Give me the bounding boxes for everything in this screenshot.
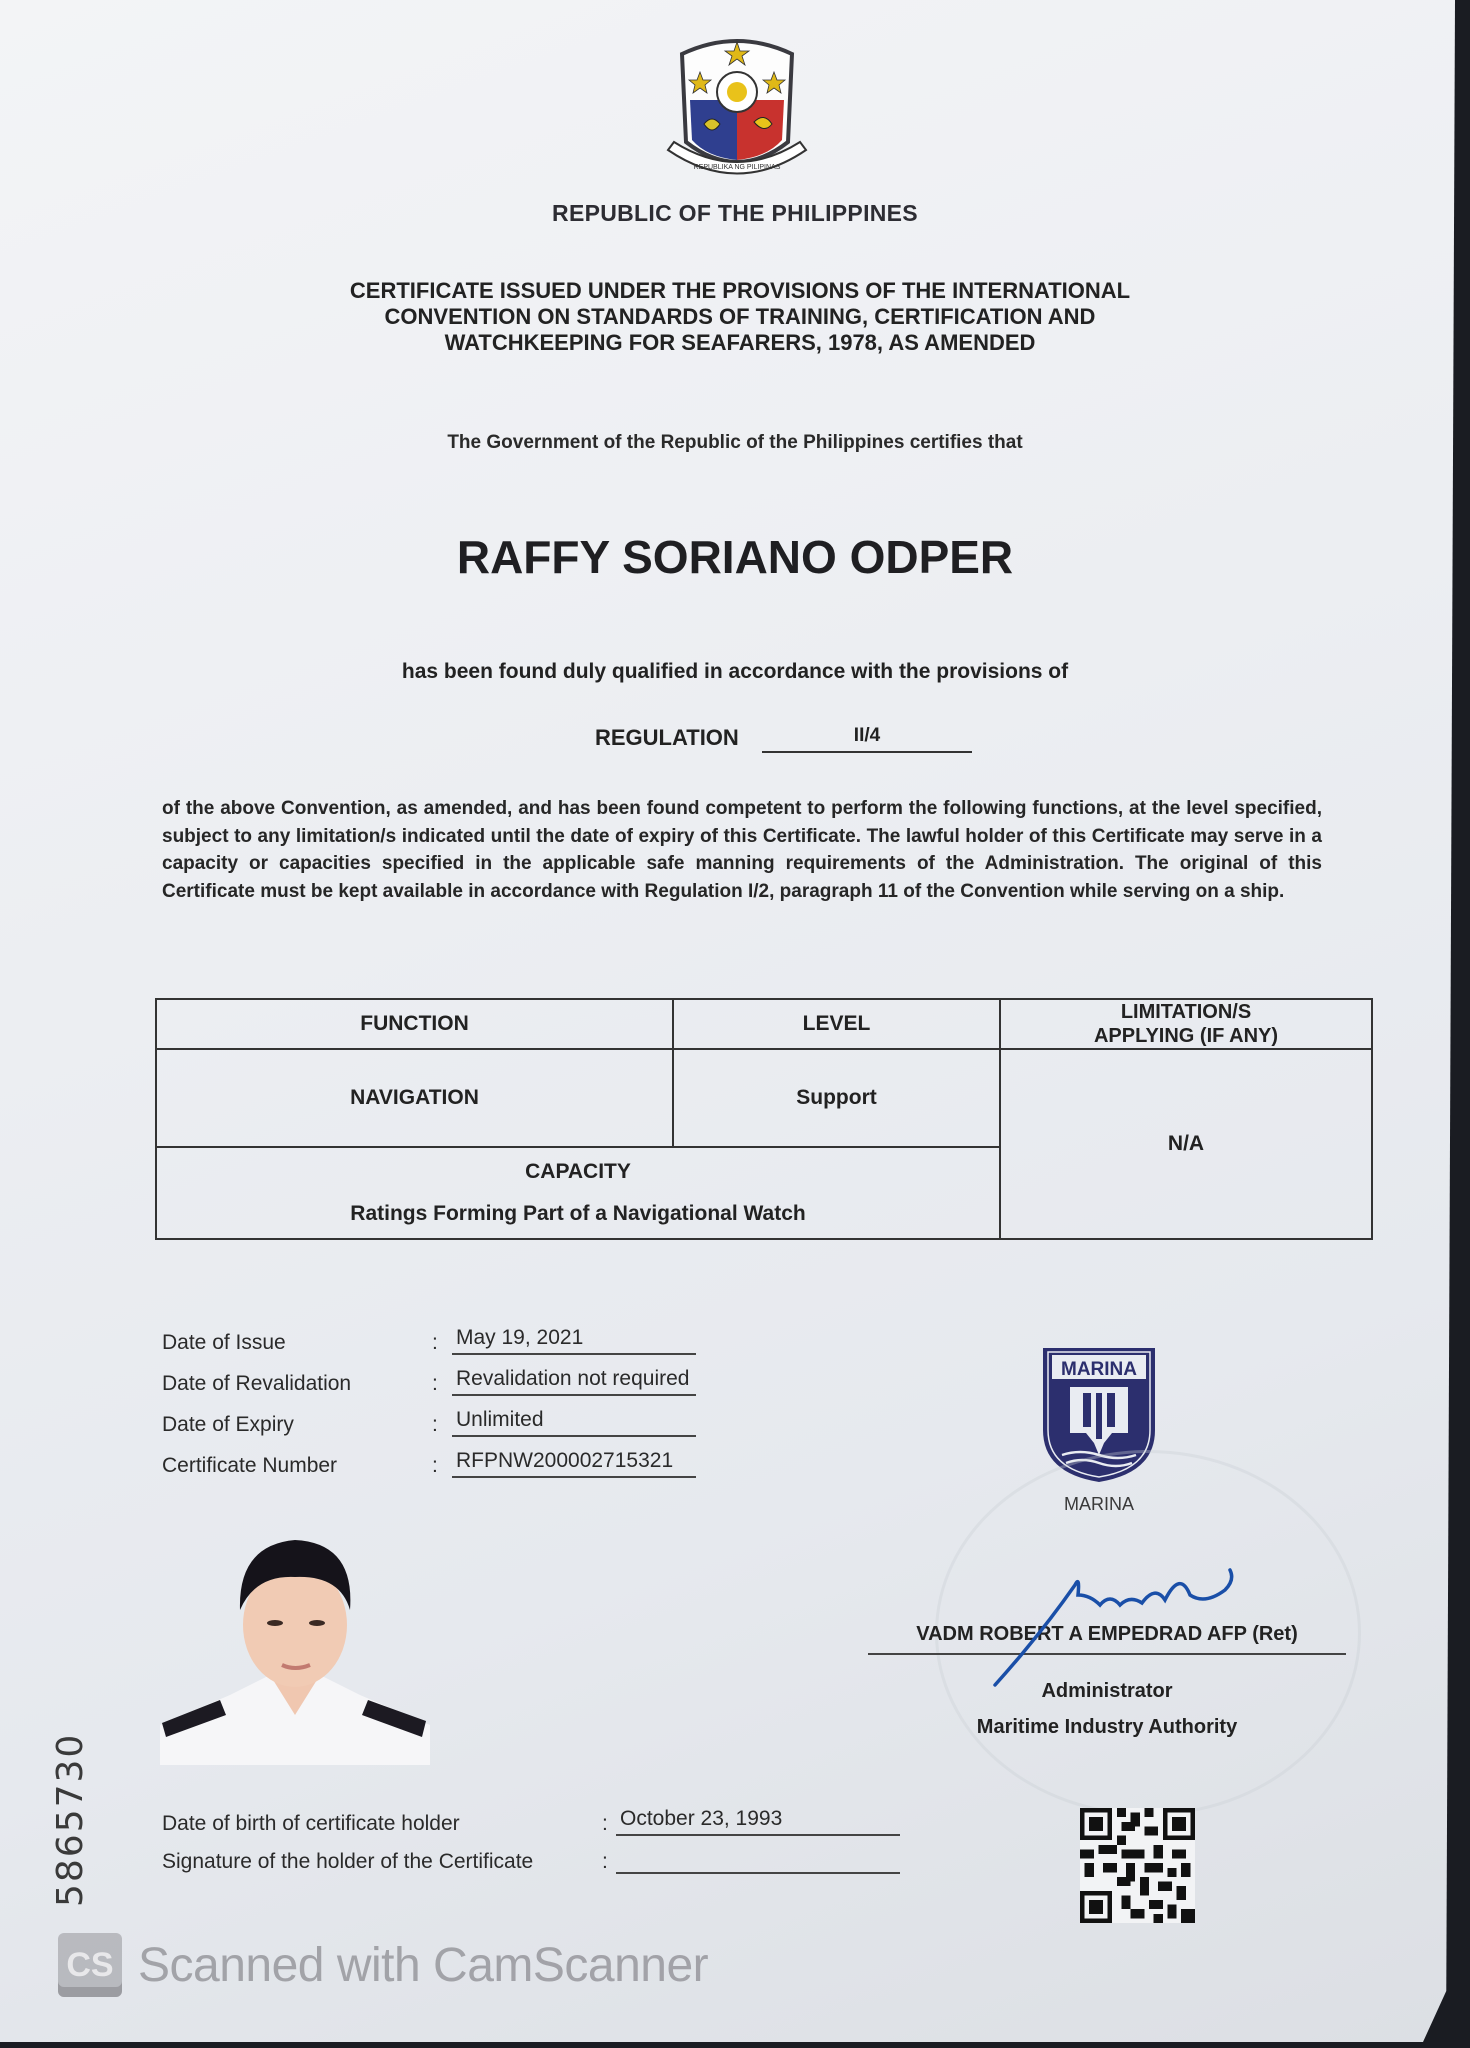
detail-row — [162, 1314, 696, 1355]
certifies-statement: The Government of the Republic of the Philippines certifies that — [447, 432, 1023, 453]
cell-level: Support — [673, 1049, 1000, 1147]
detail-label: Date of Issue — [162, 1331, 286, 1354]
cell-capacity — [156, 1147, 1000, 1239]
qualified-statement: has been found duly qualified in accordance with the provisions of — [401, 660, 1069, 683]
header-level: LEVEL — [673, 999, 1000, 1049]
detail-value: Revalidation not required — [452, 1364, 696, 1396]
holder-info-row — [162, 1798, 900, 1836]
dob-label: Date of birth of certificate holder — [162, 1812, 460, 1835]
detail-row — [162, 1355, 696, 1396]
certificate-details — [162, 1314, 696, 1478]
detail-colon: : — [432, 1413, 438, 1436]
detail-label: Certificate Number — [162, 1454, 338, 1477]
holder-info-row — [162, 1836, 900, 1874]
body-paragraph: of the above Convention, as amended, and has been found competent to perform the following functions, at the level specified, subject to any limitation/s indicated until the date of expiry of this Certificate. The lawful holder of this Certificate may serve in a capacity or capacities specified in the applicable safe manning requirements of the Administration. The original of this Certificate must be kept available in accordance with Regulation I/2, paragraph 11 of the Convention while serving on a ship. — [162, 798, 1322, 902]
signatory-name: VADM ROBERT A EMPEDRAD AFP (Ret) — [868, 1623, 1346, 1655]
regulation-label: REGULATION — [595, 725, 739, 750]
holder-signature-label: Signature of the holder of the Certificate — [162, 1850, 534, 1873]
heading-line: WATCHKEEPING FOR SEAFARERS, 1978, AS AMENDED — [444, 330, 1036, 355]
regulation-value: II/4 — [762, 725, 972, 753]
qr-code — [1080, 1808, 1195, 1923]
holder-photo — [160, 1515, 430, 1765]
heading-line: CONVENTION ON STANDARDS OF TRAINING, CERTIFICATION AND — [384, 304, 1096, 329]
detail-colon: : — [432, 1454, 438, 1477]
holder-signature-line — [616, 1842, 900, 1874]
dob-value: October 23, 1993 — [616, 1804, 900, 1836]
detail-colon: : — [432, 1331, 438, 1354]
cell-function: NAVIGATION — [156, 1049, 673, 1147]
detail-value: Unlimited — [452, 1405, 696, 1437]
detail-colon: : — [432, 1372, 438, 1395]
functions-table — [155, 998, 1373, 1240]
signatory-organization: Maritime Industry Authority — [976, 1716, 1238, 1738]
certificate-heading — [250, 278, 1230, 356]
marina-logo-text: MARINA — [1061, 1359, 1137, 1380]
detail-label: Date of Revalidation — [162, 1372, 352, 1395]
philippine-coat-of-arms-seal — [662, 32, 812, 187]
detail-colon: : — [602, 1850, 608, 1873]
signatory-title: Administrator — [1041, 1680, 1173, 1702]
issuing-country: REPUBLIC OF THE PHILIPPINES — [552, 200, 918, 226]
table-row — [156, 1049, 1372, 1147]
cell-limitation: N/A — [1000, 1049, 1372, 1239]
header-limitation — [1000, 999, 1372, 1049]
camscanner-text: Scanned with CamScanner — [138, 1938, 709, 1992]
header-function: FUNCTION — [156, 999, 673, 1049]
header-limitation-line: APPLYING (IF ANY) — [1093, 1025, 1279, 1047]
capacity-value: Ratings Forming Part of a Navigational Watch — [350, 1202, 806, 1225]
serial-number: 5865730 — [50, 1732, 91, 1908]
camscanner-logo-icon: CS — [58, 1933, 122, 1997]
detail-value: May 19, 2021 — [452, 1323, 696, 1355]
detail-label: Date of Expiry — [162, 1413, 294, 1436]
detail-colon: : — [602, 1812, 608, 1835]
detail-row — [162, 1396, 696, 1437]
holder-info — [162, 1798, 900, 1874]
detail-value: RFPNW200002715321 — [452, 1446, 696, 1478]
header-limitation-line: LIMITATION/S — [1120, 1001, 1252, 1023]
holder-name: RAFFY SORIANO ODPER — [456, 531, 1014, 583]
camscanner-watermark — [58, 1930, 708, 2000]
heading-line: CERTIFICATE ISSUED UNDER THE PROVISIONS OF THE INTERNATIONAL — [349, 278, 1131, 303]
table-header-row — [156, 999, 1372, 1049]
marina-caption: MARINA — [1063, 1494, 1134, 1514]
administrator-signature — [980, 1565, 1250, 1695]
detail-row — [162, 1437, 696, 1478]
seal-motto: REPUBLIKA NG PILIPINAS — [693, 164, 781, 171]
capacity-label: CAPACITY — [525, 1160, 631, 1183]
